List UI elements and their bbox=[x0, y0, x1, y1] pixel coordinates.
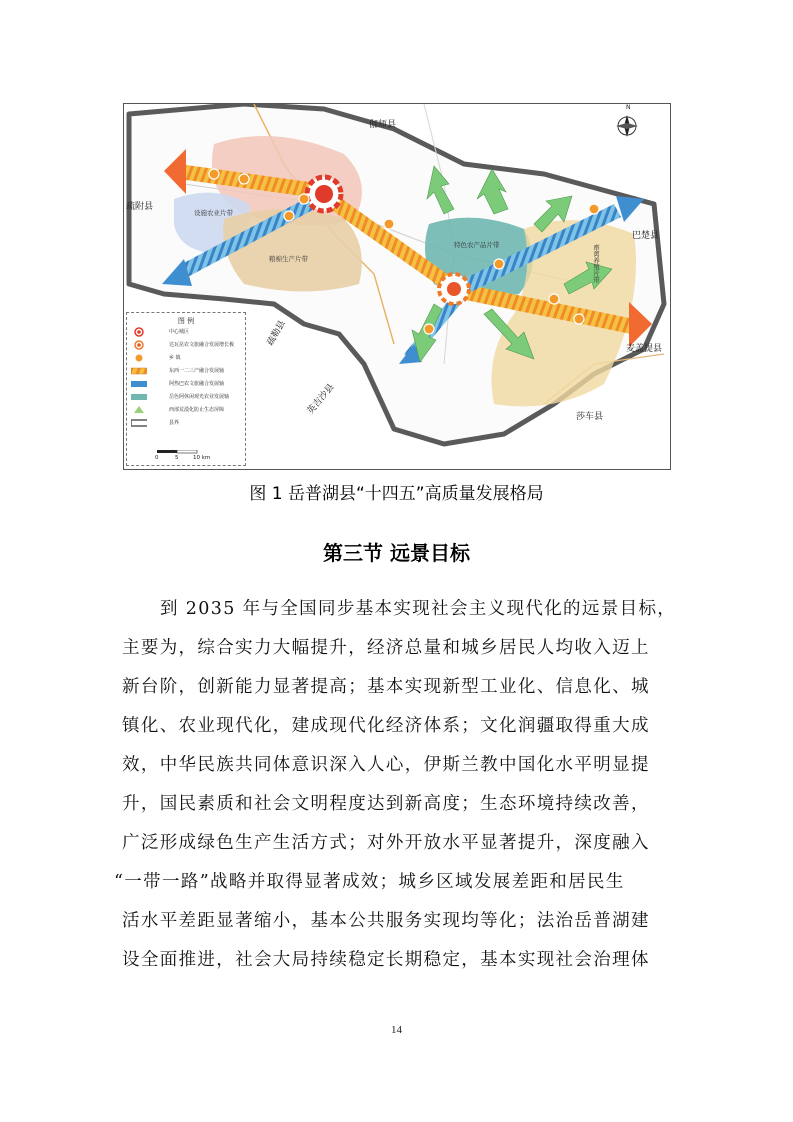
legend-label: 岳色阿休闲观光农业发展轴 bbox=[169, 394, 230, 400]
paragraph-line: 升，国民素质和社会文明程度达到新高度；生态环境持续改善， bbox=[122, 794, 650, 814]
zone-label-specialty: 特色农产品片带 bbox=[454, 241, 500, 249]
scale-label: 5 bbox=[175, 455, 179, 461]
paragraph-line: 活水平差距显著缩小，基本公共服务实现均等化；法治岳普湖建 bbox=[122, 911, 650, 931]
paragraph-line: 镇化、农业现代化，建成现代化经济体系；文化润疆取得重大成 bbox=[122, 716, 650, 736]
paragraph-line: “一带一路”战略并取得显著成效；城乡区域发展差距和居民生 bbox=[114, 872, 625, 892]
blue-axis-icon bbox=[131, 379, 147, 389]
county-border-icon bbox=[131, 418, 147, 428]
orange-axis-icon bbox=[131, 366, 147, 376]
place-yingjisha: 英吉沙县 bbox=[305, 382, 337, 417]
scale-label: 0 bbox=[155, 455, 159, 461]
dawakun-growth-pole bbox=[439, 274, 469, 304]
green-axis-icon bbox=[131, 392, 147, 402]
zone-label-livestock: 畜禽养殖片带 bbox=[592, 244, 600, 283]
legend-title: 图 例 bbox=[177, 317, 195, 325]
paragraph-line: 新台阶，创新能力显著提高；基本实现新型工业化、信息化、城 bbox=[122, 677, 650, 697]
place-maigaiti: 麦盖提县 bbox=[626, 344, 663, 354]
scale-bar bbox=[157, 450, 217, 462]
map-legend bbox=[126, 312, 246, 466]
eco-barrier-icon bbox=[131, 405, 147, 415]
legend-label: 东西一二三产融合发展轴 bbox=[169, 368, 225, 374]
development-map bbox=[123, 103, 671, 470]
legend-label: 阿热巴农文旅融合发展轴 bbox=[169, 381, 225, 387]
legend-label: 达瓦昆农文旅融合发展增长极 bbox=[169, 342, 235, 348]
compass-rose bbox=[616, 115, 638, 137]
zone-tan bbox=[223, 209, 362, 292]
place-shache: 莎车县 bbox=[576, 412, 604, 422]
paragraph-line: 设全面推进，社会大局持续稳定长期稳定，基本实现社会治理体 bbox=[122, 950, 650, 970]
place-jiashi: 伽师县 bbox=[369, 120, 397, 130]
zone-label-grain: 粮棉生产片带 bbox=[269, 255, 308, 263]
legend-label: 中心城区 bbox=[169, 329, 190, 335]
place-bachu: 巴楚县 bbox=[632, 231, 660, 241]
center-symbol-icon bbox=[131, 327, 147, 337]
growth-pole-icon bbox=[131, 340, 147, 350]
scale-label: 10 km bbox=[193, 455, 211, 461]
legend-label: 乡 镇 bbox=[169, 355, 181, 361]
place-shufu: 疏附县 bbox=[126, 202, 154, 212]
paragraph-line: 效，中华民族共同体意识深入人心，伊斯兰教中国化水平明显提 bbox=[122, 755, 650, 775]
figure-caption: 图 1 岳普湖县“十四五”高质量发展格局 bbox=[249, 484, 544, 504]
town-dot-icon bbox=[131, 353, 147, 363]
paragraph-line: 广泛形成绿色生产生活方式；对外开放水平显著提升，深度融入 bbox=[122, 833, 650, 853]
page-number: 14 bbox=[391, 1024, 402, 1036]
paragraph-line: 到 2035 年与全国同步基本实现社会主义现代化的远景目标， bbox=[160, 599, 677, 619]
central-urban-area bbox=[307, 177, 341, 211]
zone-label-facility: 设施农业片带 bbox=[194, 209, 233, 217]
compass-label: N bbox=[626, 104, 631, 111]
paragraph-line: 主要为，综合实力大幅提升，经济总量和城乡居民人均收入迈上 bbox=[122, 638, 650, 658]
legend-label: 县界 bbox=[169, 420, 180, 426]
place-shule: 疏勒县 bbox=[265, 319, 288, 348]
legend-label: 西部荒漠化防止生态屏障 bbox=[169, 407, 225, 413]
section-title: 第三节 远景目标 bbox=[323, 541, 470, 565]
